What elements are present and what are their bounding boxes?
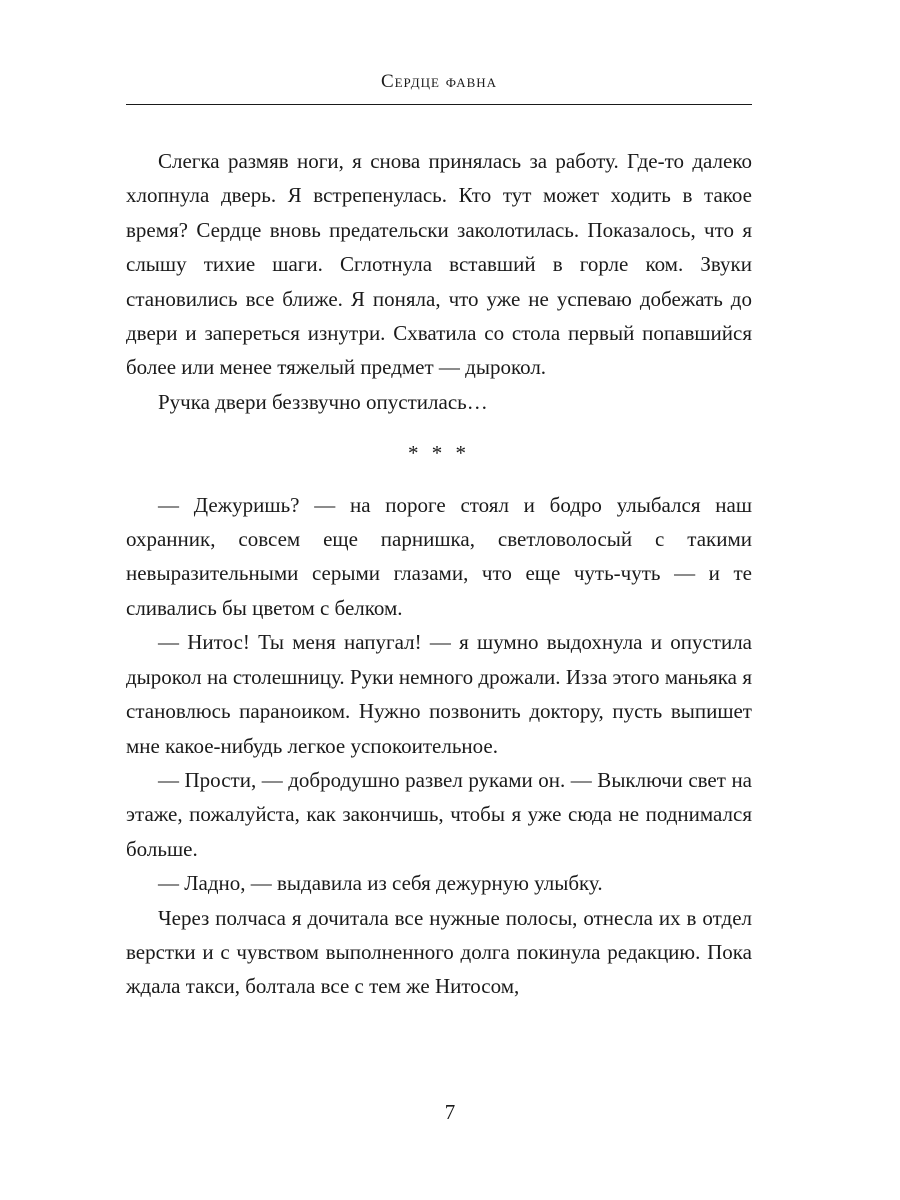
running-header-title: Сердце фавна — [380, 71, 498, 92]
paragraph: Через полчаса я дочитала все нужные полосы, отнесла их в отдел верстки и с чувством выполненного долга покинула редакцию. Пока ждала такси, болтала все с тем же Нитосом, — [126, 905, 752, 999]
paragraph: Слегка размяв ноги, я снова принялась за работу. Где-то далеко хлопнула дверь. Я встрепенулась. Кто тут может ходить в такое время? Сердце вновь предательски заколотилась. Показалось, что я слышу тихие шаги. Сглотнула вставший в горле ком. Звуки становились все ближе. Я поняла, что уже не успеваю добежать до двери и запереться изнутри. Схватила со стола первый попавшийся более или менее тяжелый предмет — дырокол. — [126, 149, 752, 380]
paragraph: — Ладно, — выдавила из себя дежурную улыбку. — [158, 871, 603, 896]
paragraph: — Дежуришь? — на пороге стоял и бодро улыбался наш охранник, совсем еще парнишка, светловолосый с такими невыразительными серыми глазами, что еще чуть-чуть — и те сливались бы цветом с белком. — [126, 492, 752, 620]
page-number: 7 — [444, 1100, 456, 1124]
paragraph: Ручка двери беззвучно опустилась… — [158, 389, 488, 414]
header-divider — [126, 104, 752, 105]
paragraph: — Прости, — добродушно развел руками он. — Выключи свет на этаже, пожалуйста, как закончишь, чтобы я уже сюда не поднимался больше. — [126, 767, 752, 861]
paragraph: — Нитос! Ты меня напугал! — я шумно выдохнула и опустила дырокол на столешницу. Руки немного дрожали. Изза этого маньяка я становлюсь параноиком. Нужно позвонить доктору, пусть выпишет мне какое-нибудь легкое успокоительное. — [126, 630, 752, 758]
body-text — [126, 144, 752, 1004]
scene-break: * * * — [408, 441, 470, 466]
